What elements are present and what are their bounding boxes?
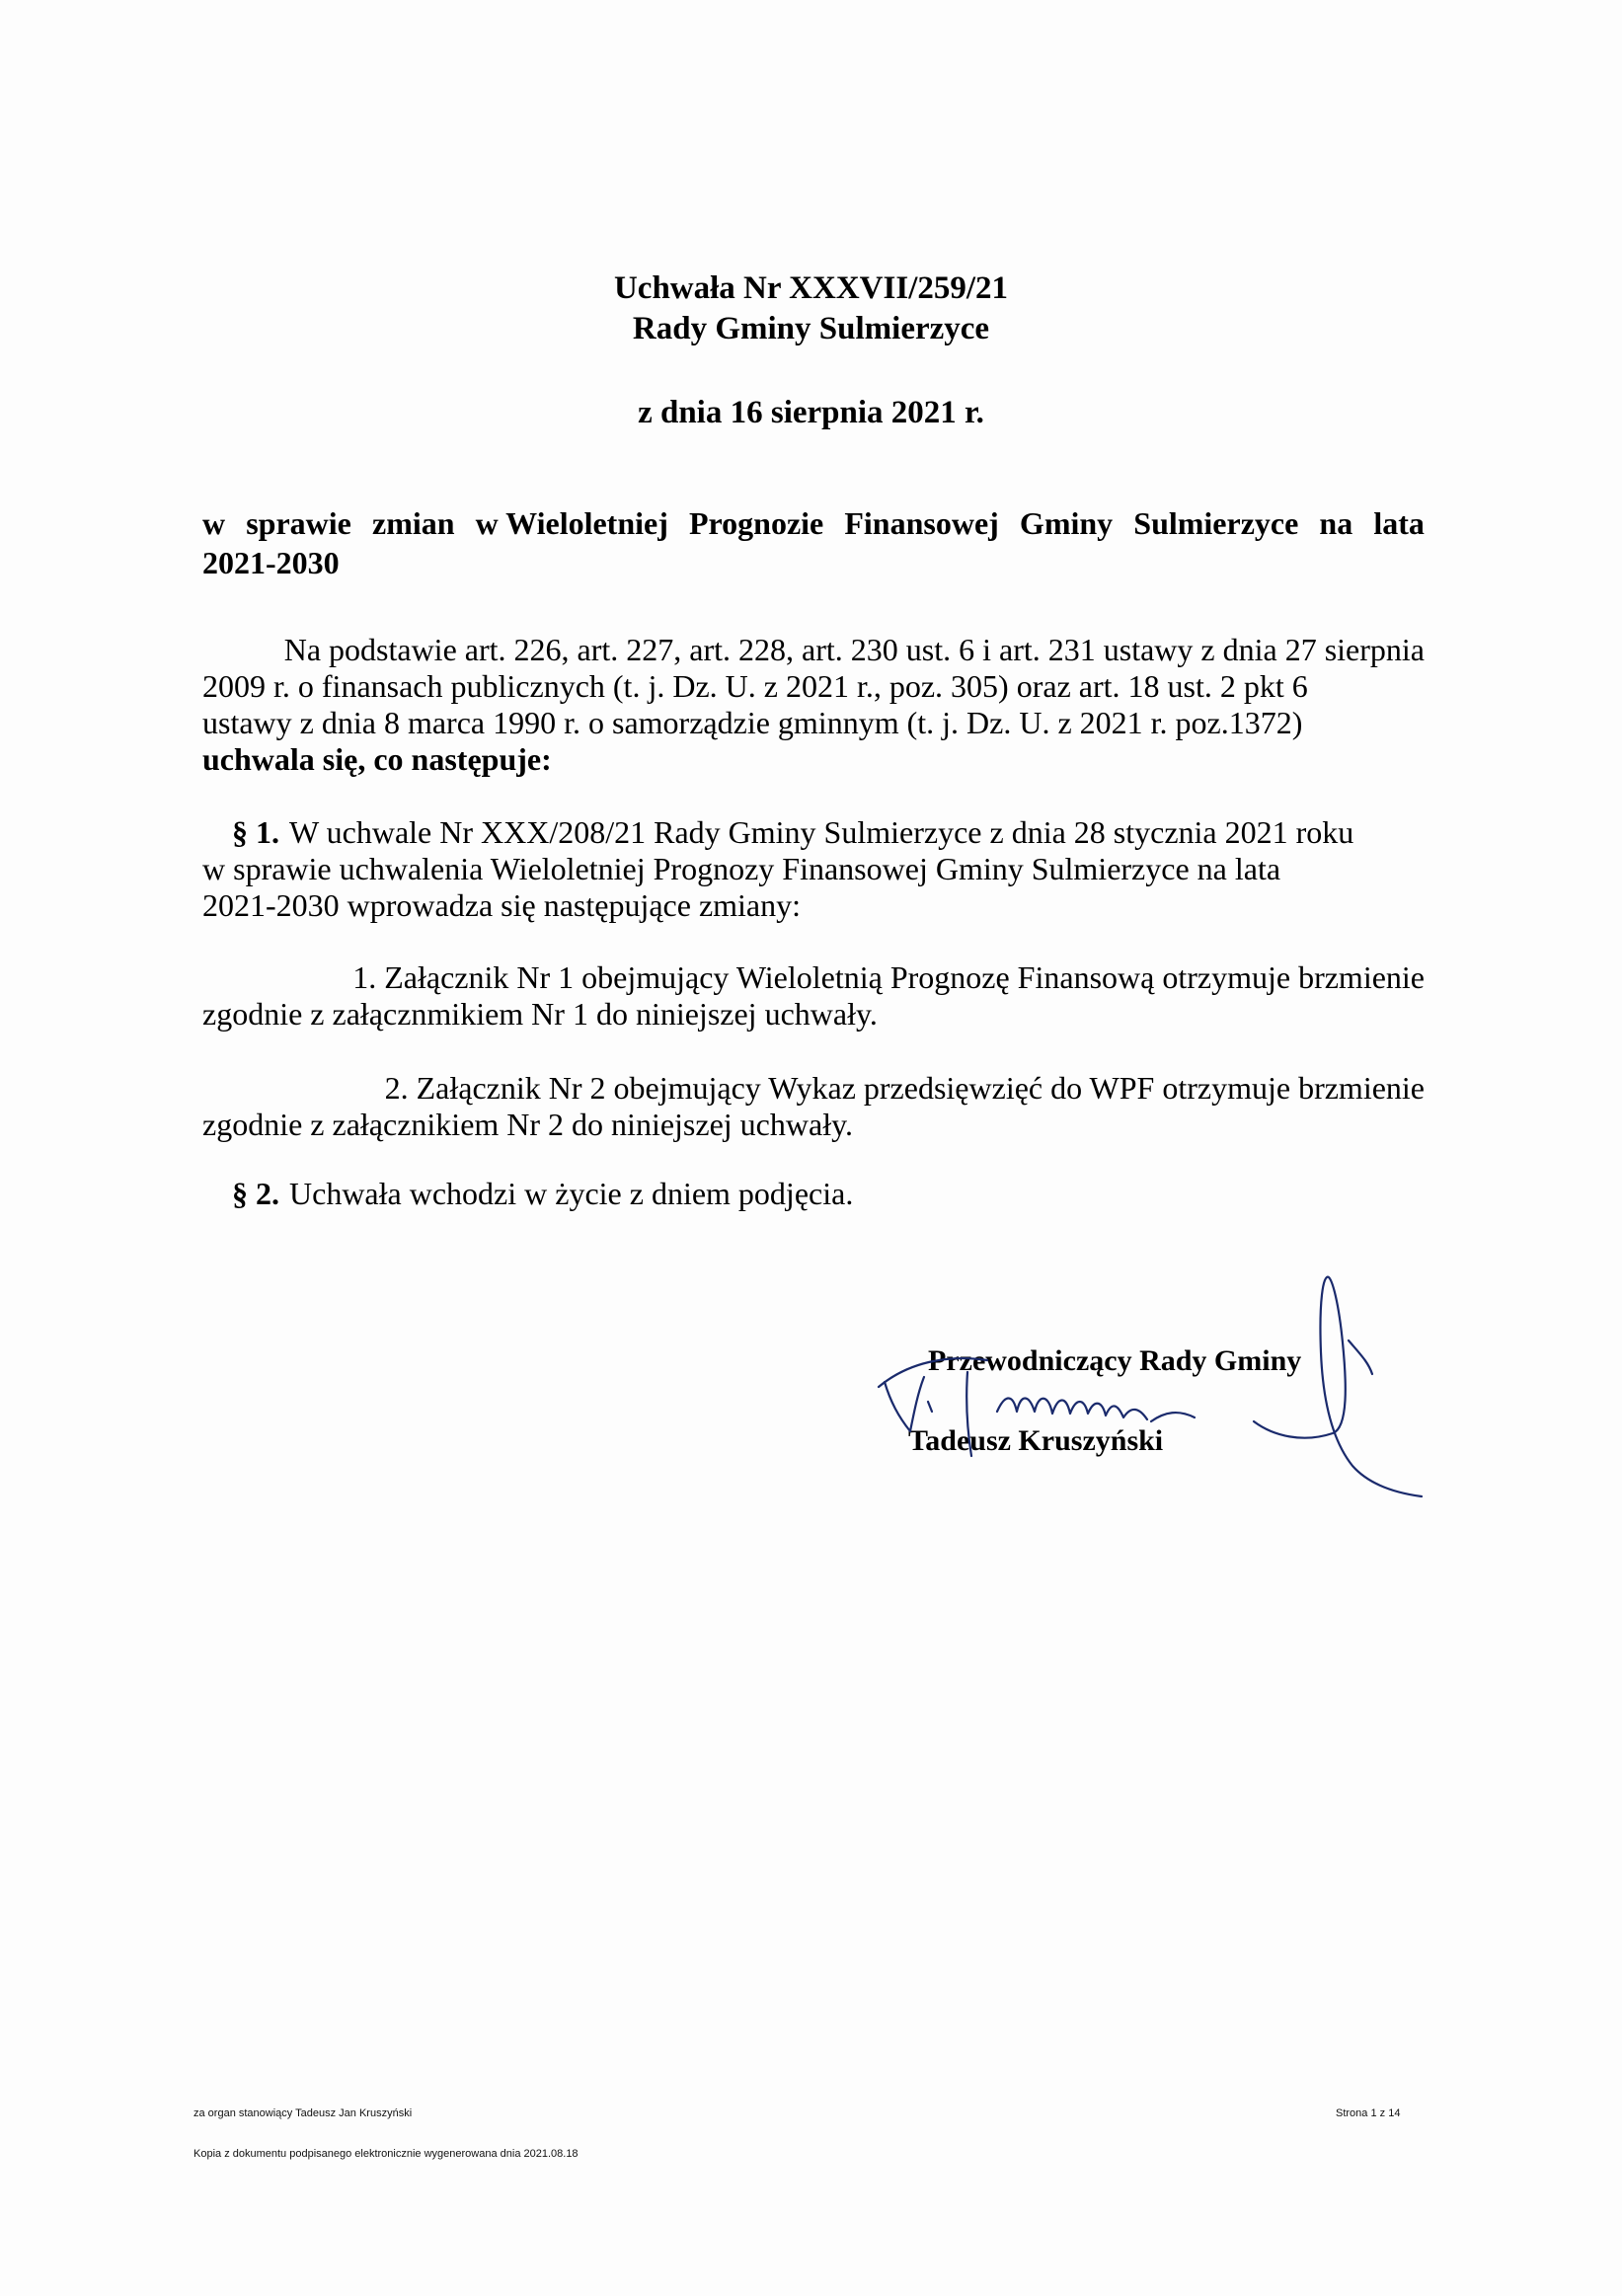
section-2-text: Uchwała wchodzi w życie z dniem podjęcia.: [289, 1176, 854, 1211]
subject-word: Sulmierzyce: [1133, 505, 1299, 541]
item-2-line-1: 2. Załącznik Nr 2 obejmujący Wykaz przedsięwzięć do WPF otrzymuje brzmienie: [384, 1070, 1425, 1106]
signature-block: [869, 1263, 1461, 1500]
subject-line-2: 2021-2030: [202, 545, 340, 580]
resolution-subject: [202, 503, 1425, 582]
section-2-marker: § 2.: [232, 1176, 279, 1211]
subject-word: Finansowej: [844, 505, 999, 541]
basis-line-2: 2009 r. o finansach publicznych (t. j. Dz. U. z 2021 r., poz. 305) oraz art. 18 ust. 2 pkt 6: [202, 668, 1308, 704]
section-1-text-1: W uchwale Nr XXX/208/21 Rady Gminy Sulmierzyce z dnia 28 stycznia 2021 roku: [289, 814, 1354, 850]
section-2-line: [202, 1176, 1425, 1212]
page-number: Strona 1 z 14: [1336, 2107, 1401, 2119]
section-1-line-1: [202, 814, 1425, 851]
signature-stroke: [1349, 1340, 1372, 1374]
subject-word: sprawie: [246, 505, 351, 541]
subject-line-1: [202, 503, 1425, 543]
item-2-line-2: zgodnie z załącznikiem Nr 2 do niniejszej uchwały.: [202, 1107, 853, 1142]
signature-stroke: [997, 1399, 1147, 1420]
signature-stroke: [1254, 1277, 1422, 1496]
basis-line-1: Na podstawie art. 226, art. 227, art. 228, art. 230 ust. 6 i art. 231 ustawy z dnia 27 sierpnia: [283, 632, 1425, 667]
basis-line-3: ustawy z dnia 8 marca 1990 r. o samorządzie gminnym (t. j. Dz. U. z 2021 r. poz.1372): [202, 705, 1303, 740]
section-1-paragraph: [202, 814, 1425, 924]
section-1-marker: § 1.: [232, 814, 279, 850]
resolution-number: Uchwała Nr XXXVII/259/21: [613, 270, 1009, 306]
signature-stroke: [885, 1377, 924, 1431]
subject-word: Gminy: [1019, 505, 1114, 541]
amendment-item-1: [202, 959, 1425, 1033]
section-1-line-3: 2021-2030 wprowadza się następujące zmiany:: [202, 887, 802, 923]
legal-basis-paragraph: [202, 632, 1425, 778]
signature-stroke: [966, 1372, 971, 1456]
signatory-role: Przewodniczący Rady Gminy: [928, 1344, 1302, 1377]
amendment-item-2: [202, 1070, 1425, 1143]
resolution-date: z dnia 16 sierpnia 2021 r.: [638, 395, 984, 430]
signature-stroke: [879, 1358, 987, 1387]
section-2-paragraph: [202, 1176, 1425, 1212]
item-1-line-2: zgodnie z załącznmikiem Nr 1 do niniejszej uchwały.: [202, 996, 878, 1032]
electronic-copy-note: Kopia z dokumentu podpisanego elektronicznie wygenerowana dnia 2021.08.18: [193, 2148, 579, 2160]
signatory-name: Tadeusz Kruszyński: [908, 1424, 1164, 1457]
subject-word: w Wieloletniej: [475, 505, 668, 541]
signer-note: za organ stanowiący Tadeusz Jan Kruszyński: [193, 2107, 413, 2119]
subject-word: zmian: [371, 505, 455, 541]
item-1-line-1: 1. Załącznik Nr 1 obejmujący Wieloletnią Prognozę Finansową otrzymuje brzmienie: [352, 959, 1425, 995]
subject-word: lata: [1373, 505, 1425, 541]
subject-word: Prognozie: [688, 505, 824, 541]
subject-word: w: [202, 505, 226, 541]
council-name: Rady Gminy Sulmierzyce: [632, 311, 990, 346]
signature-stroke: [1151, 1413, 1195, 1421]
handwritten-signature: [869, 1263, 1461, 1500]
section-1-line-2: w sprawie uchwalenia Wieloletniej Prognozy Finansowej Gminy Sulmierzyce na lata: [202, 851, 1281, 886]
basis-line-4: uchwala się, co następuje:: [202, 741, 552, 777]
subject-word: na: [1319, 505, 1353, 541]
signature-stroke: [928, 1402, 932, 1412]
